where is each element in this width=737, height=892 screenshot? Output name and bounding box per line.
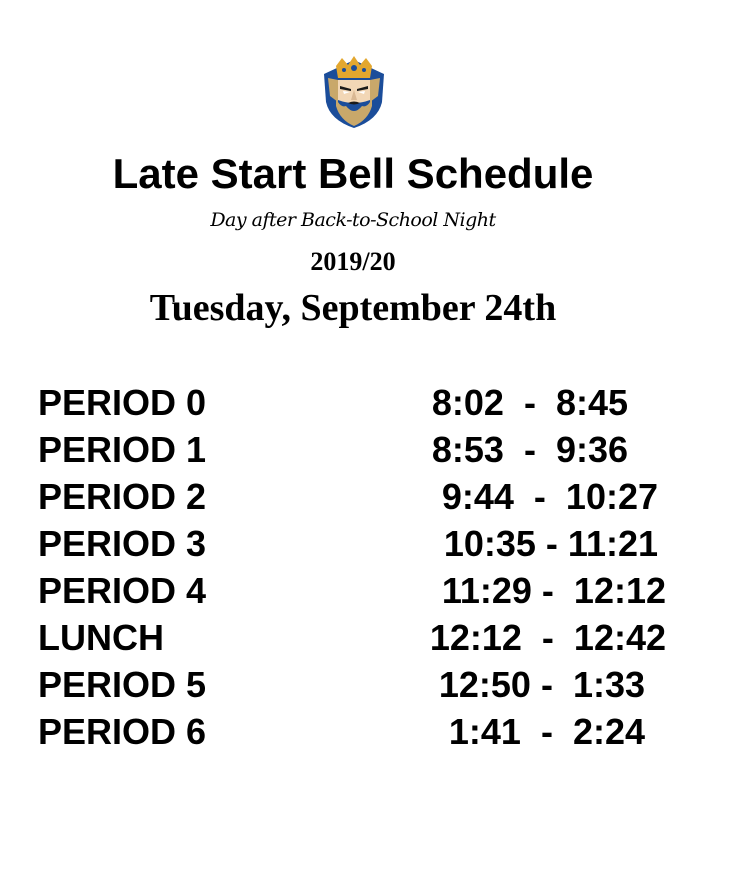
- schedule-row: [38, 710, 698, 757]
- schedule-date: Tuesday, September 24th: [149, 287, 557, 329]
- period-times: 1:41 - 2:24: [448, 711, 645, 752]
- end-time: 10:27: [565, 476, 658, 517]
- end-time: 12:12: [573, 570, 666, 611]
- schedule-row: [38, 522, 698, 569]
- period-times: 8:02 - 8:45: [431, 382, 628, 423]
- end-time: 12:42: [573, 617, 666, 658]
- start-time: 8:53: [431, 429, 504, 470]
- start-time: 10:35: [443, 523, 536, 564]
- start-time: 11:29: [441, 570, 532, 611]
- schedule-row: [38, 569, 698, 616]
- period-times: 10:35 - 11:21: [443, 523, 658, 564]
- end-time: 9:36: [555, 429, 628, 470]
- period-label: PERIOD 0: [38, 382, 207, 423]
- end-time: 8:45: [555, 382, 628, 423]
- period-label: LUNCH: [38, 617, 164, 658]
- king-mascot-logo: [318, 56, 390, 130]
- schedule-row: [38, 381, 698, 428]
- schedule-row: [38, 616, 698, 663]
- end-time: 1:33: [572, 664, 645, 705]
- king-mascot-icon: [318, 56, 390, 130]
- period-times: 8:53 - 9:36: [431, 429, 628, 470]
- period-times: 12:50 - 1:33: [438, 664, 645, 705]
- school-year: 2019/20: [310, 247, 396, 276]
- start-time: 12:12: [429, 617, 522, 658]
- schedule-row: [38, 663, 698, 710]
- start-time: 8:02: [431, 382, 504, 423]
- subtitle: Day after Back-to-School Night: [210, 209, 496, 231]
- bell-schedule: [38, 381, 698, 757]
- period-label: PERIOD 5: [38, 664, 207, 705]
- period-label: PERIOD 2: [38, 476, 207, 517]
- period-times: 12:12 - 12:42: [429, 617, 666, 658]
- start-time: 9:44: [441, 476, 514, 517]
- end-time: 2:24: [572, 711, 645, 752]
- period-label: PERIOD 1: [38, 429, 207, 470]
- period-label: PERIOD 3: [38, 523, 207, 564]
- page-title: Late Start Bell Schedule: [112, 150, 594, 197]
- period-label: PERIOD 6: [38, 711, 207, 752]
- start-time: 1:41: [448, 711, 521, 752]
- schedule-row: [38, 428, 698, 475]
- period-times: 9:44 - 10:27: [441, 476, 658, 517]
- start-time: 12:50: [438, 664, 531, 705]
- period-label: PERIOD 4: [38, 570, 207, 611]
- schedule-row: [38, 475, 698, 522]
- end-time: 11:21: [567, 523, 658, 564]
- period-times: 11:29 - 12:12: [441, 570, 666, 611]
